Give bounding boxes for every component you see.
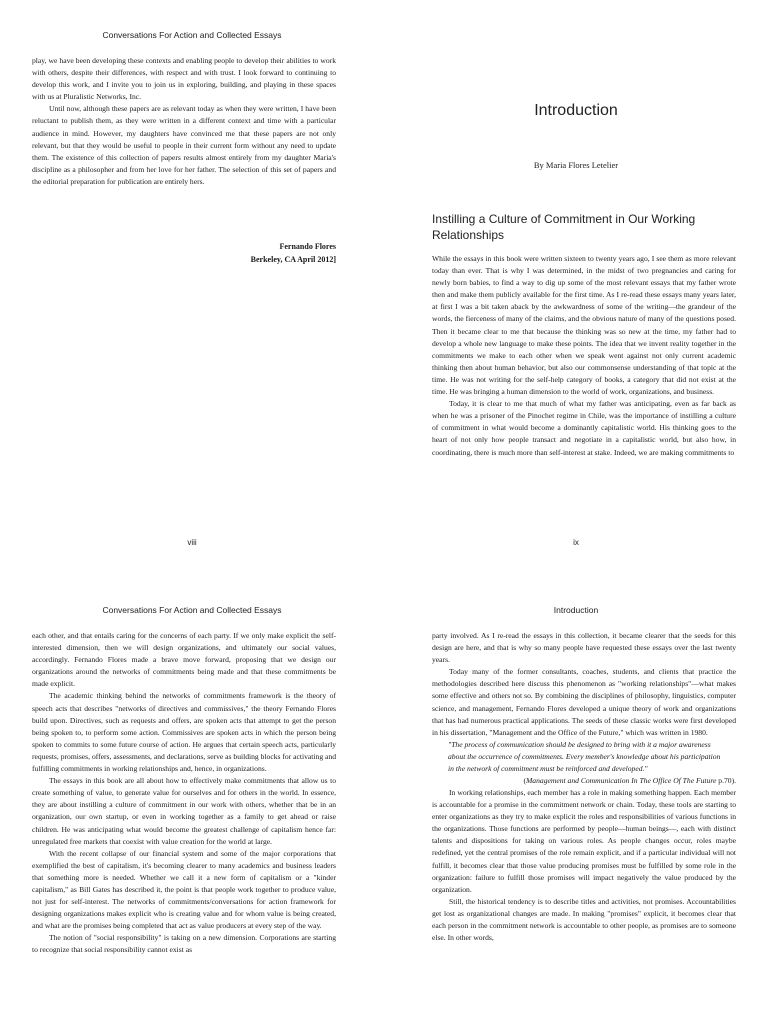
running-head: Conversations For Action and Collected Essays <box>102 605 282 615</box>
running-head: Conversations For Action and Collected Essays <box>102 30 282 40</box>
paragraph: In working relationships, each member has a role in making something happen. Each member is accountable for a promise in the commitment network or chain. Today, these tools are starting to enter organizations as they try to make explicit the roles and responsibilities of various functions in the organizations. Those functions are performed by people—human beings—, each with distinct talents and dispositions for taking on various roles. As people changes occur, roles maybe redefined, yet the central promises of the role remain explicit, and if a particular individual will not fulfill, it becomes clear that those value producing promises must be fulfilled by some role in the organization: failure to fulfill those promises will impact negatively the value produced by the organization. <box>432 787 736 894</box>
signature-name: Fernando Flores <box>279 242 336 251</box>
block-quote: "The process of communication should be designed to bring with it a major awareness about the occurrence of commitments. Every member's knowledge about his participation in the network of commitment must be reinforced and developed." <box>448 739 721 773</box>
paragraph: play, we have been developing these contexts and enabling people to develop their abilities to work with others, despite their differences, with respect and with trust. I look forward to continuing to develop this work, and I invite you to join us in exploring, building, and playing in these spaces with us at Pluralistic Networks, Inc. <box>32 56 336 102</box>
page-ix <box>384 0 768 547</box>
paragraph: party involved. As I re-read the essays in this collection, it became clearer that the seeds for this design are here, and that is why so many people have requested these essays over the last twenty years. <box>432 631 736 665</box>
quote-citation: (Management and Communication In The Office Of The Future p.70). <box>523 775 736 785</box>
page-body <box>32 630 336 957</box>
paragraph: The notion of "social responsibility" is taking on a new dimension. Corporations are starting to recognize that social responsibility cannot exist as <box>32 933 336 955</box>
page-number: viii <box>187 538 197 547</box>
byline: By Maria Flores Letelier <box>533 160 619 170</box>
citation-title: Management and Communication In The Office Of The Future <box>525 775 717 785</box>
paragraph: Today, it is clear to me that much of what my father was anticipating, even as far back as when he was a prisoner of the Pinochet regime in Chile, was the importance of instilling a culture of commitment in what would become a dominantly capitalistic world. His thinking goes to the heart of not only how people transact and negotiate in a capitalistic world, but also how, in coordinating, there is much more than self-interest at stake. Indeed, we are making commitments to <box>432 399 736 457</box>
paragraph: Until now, although these papers are as relevant today as when they were written, I have been reluctant to publish them, as they were written in a different context and time with a particular audience in mind. However, my daughters have convinced me that these papers are not only relevant, but that they would be useful to people in their current form without any need to update them. The existence of this collection of papers results almost entirely from my daughter Maria's discipline as a philosopher and from her love for her father. The selection of this set of papers and the editorial preparation for publication are entirely hers. <box>32 104 336 186</box>
paragraph: The essays in this book are all about how to effectively make commitments that allow us to create something of value, to generate value for ourselves and for others in the world. In essence, they are about instilling a culture of commitment in our work with others, whether that be in an organization, our own startup, or even in working together as a family to get ahead or raise children. He was anticipating what would become the greatest challenge of capitalism hence far: unregulated free markets that coexist with value creation for the world at large. <box>32 776 336 846</box>
page-xi <box>384 512 768 1024</box>
paragraph: The academic thinking behind the networks of commitments framework is the theory of speech acts that describes "networks of directives and commissives," the theory Fernando Flores build upon. Directives, such as requests and offers, are spoken acts that attempt to get the person being spoken to, to perform some action. Commissives are spoken acts in which the person being spoken to commits to some future course of action. He argues that certain speech acts, particularly requests, promises, offers, assessments, and declarations, serve as building blocks for activating and fulfilling commitments in working relationships and, hence, in organizations. <box>32 691 336 774</box>
chapter-title: Introduction <box>534 102 618 119</box>
page-body <box>432 630 736 944</box>
page-viii <box>0 0 384 547</box>
page-number: ix <box>573 538 579 547</box>
page-x <box>0 512 384 1024</box>
citation-page: p.70). <box>716 775 736 785</box>
paragraph: With the recent collapse of our financial system and some of the major corporations that exemplified the best of capitalism, it's becoming clearer to many academics and business leaders that something more is needed. Whether we call it a new form of capitalism or a "kinder capitalism," as Bill Gates has described it, the point is that people work together to produce value, not just for self-interest. The networks of commitments/conversations for action framework for designing organizations makes explicit who is creating value and for whom value is being created, and what are the promises being completed that act as value producers at every step of the way. <box>32 848 336 931</box>
paragraph: While the essays in this book were written sixteen to twenty years ago, I see them as more relevant today than ever. That is why I was determined, in the midst of two pregnancies and caring for newly born babies, to find a way to dig up some of the most relevant essays that my father wrote then and make them publicly available for the first time. As I re-read these essays many years later, at first I was a bit taken aback by the awkwardness of some of the writing—the grandeur of the words, the fierceness of many of the claims, and the obvious nature of many of the questions posed. Then it became clear to me that because the thinking was so new at the time, my father had to develop a whole new language to make these points. The idea that we invent reality together in the commitments we make to each other when we speak went against not only current academic thinking then about human behavior, but also our commonsense understanding of that topic at the time. He was not writing for the self-help category of books, a category that did not exist at the time. He was bringing a human dimension to the world of work, organizations, and business. <box>432 254 736 397</box>
signature-place: Berkeley, CA April 2012] <box>250 255 336 264</box>
signature-block <box>251 240 336 266</box>
paragraph: Still, the historical tendency is to describe titles and activities, not promises. Accountabilities get lost as organizational changes are made. In making "promises" explicit, it becomes clear that each person in the commitment network is accountable to other people, as promises are to someone else. In other words, <box>432 896 736 943</box>
page-body <box>32 55 336 188</box>
section-heading: Instilling a Culture of Commitment in Our Working Relationships <box>432 212 696 242</box>
running-head: Introduction <box>553 605 599 615</box>
page-body <box>432 253 736 459</box>
paragraph: Today many of the former consultants, coaches, students, and clients that practice the methodologies described here discuss this phenomenon as "working relationships"—what makes some effective and others not so. By combining the disciplines of philosophy, linguistics, computer science, and management, Fernando Flores developed a unique theory of work and organizations that has had numerous practical applications. The seeds of these classic works were first developed in his dissertation, "Management and the Office of the Future," which was written in 1980. <box>432 667 736 737</box>
paragraph: each other, and that entails caring for the concerns of each party. If we only make explicit the self-interested dimension, then we will design organizations, and ultimately our social values, accordingly. Fernando Flores made a brave move forward, proposing that we design our organizations around the networks of commitments being made and that these commitments be made explicit. <box>32 631 336 689</box>
